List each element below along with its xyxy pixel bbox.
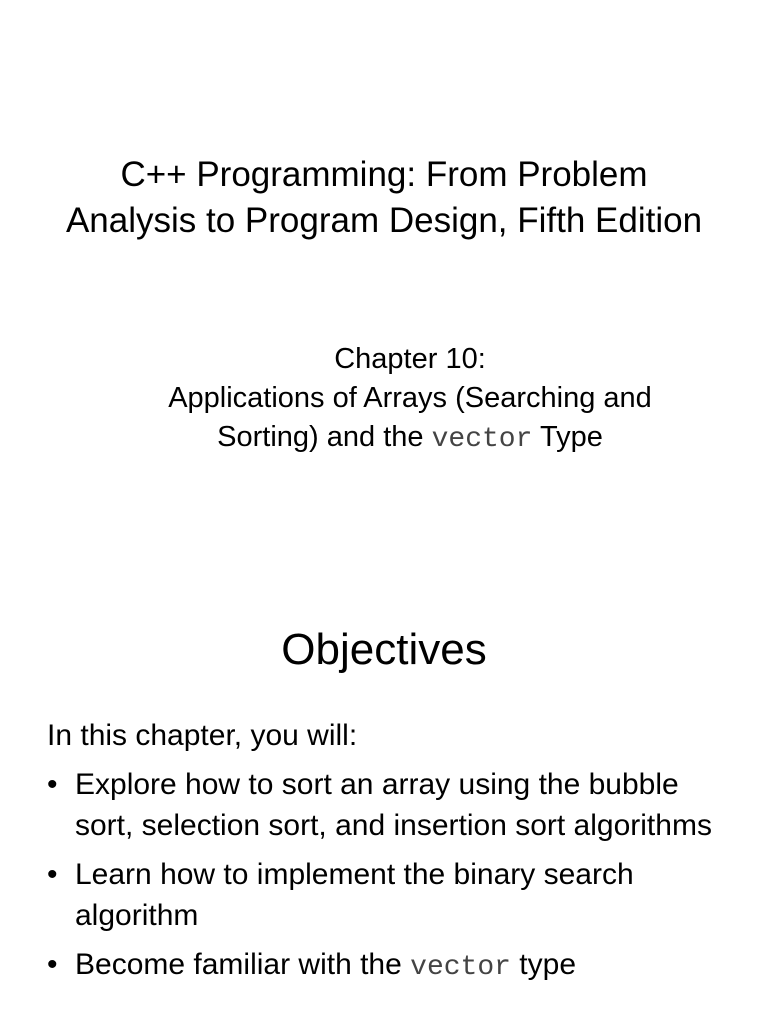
list-item-code: vector <box>410 952 511 983</box>
chapter-title-suffix: Type <box>532 421 603 453</box>
list-item-text: Learn how to implement the binary search algorithm <box>75 858 634 932</box>
bullet-icon: • <box>47 768 58 801</box>
intro-text: In this chapter, you will: <box>47 719 358 752</box>
objectives-list <box>47 764 737 996</box>
list-item-text: Explore how to sort an array using the bubble sort, selection sort, and insertion sort algorithms <box>75 768 712 842</box>
objectives-slide <box>0 576 768 1024</box>
bullet-icon: • <box>47 858 58 891</box>
chapter-title-line-1: Applications of Arrays (Searching and <box>168 382 652 414</box>
list-item-text: Become familiar with the <box>75 948 411 981</box>
chapter-subtitle <box>110 340 710 459</box>
list-item <box>47 944 737 988</box>
list-item <box>47 854 737 936</box>
list-item <box>47 764 737 846</box>
list-item-suffix: type <box>510 948 577 981</box>
chapter-title-text: Sorting) and the <box>217 421 432 453</box>
slide-heading: Objectives <box>281 625 487 674</box>
chapter-title-line-2 <box>110 418 710 459</box>
chapter-number: Chapter 10: <box>334 343 486 375</box>
book-title-line-1: C++ Programming: From Problem <box>120 155 648 194</box>
book-title <box>0 152 768 244</box>
book-title-line-2: Analysis to Program Design, Fifth Edition <box>65 201 703 240</box>
chapter-title-code: vector <box>431 424 533 455</box>
bullet-icon: • <box>47 948 58 981</box>
